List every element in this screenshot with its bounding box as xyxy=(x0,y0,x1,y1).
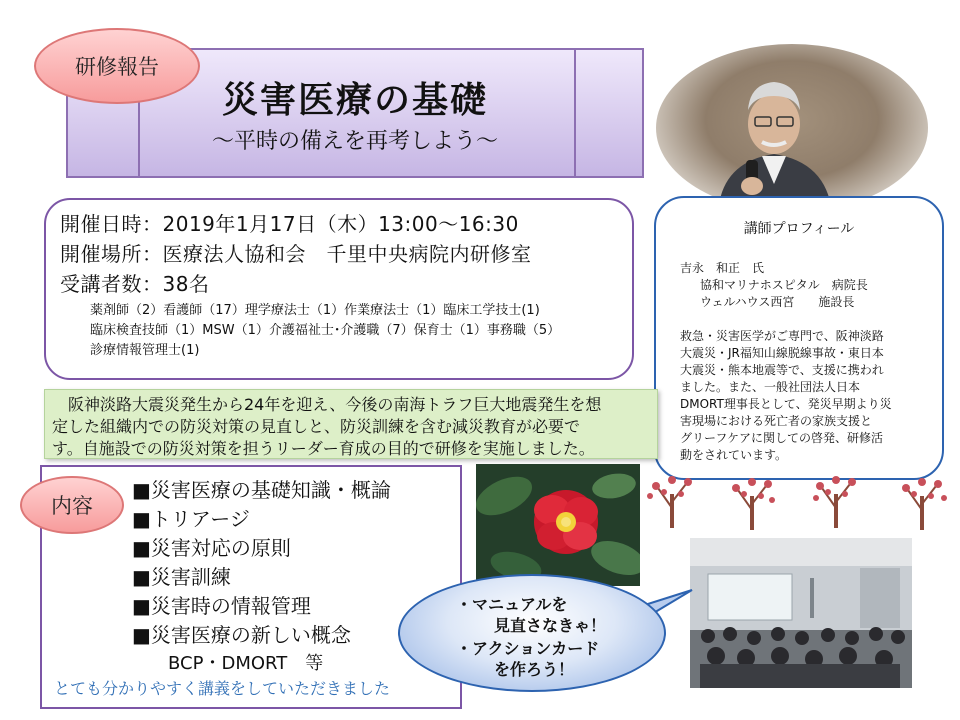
attendee-breakdown-line: 診療情報管理士(1) xyxy=(90,343,200,358)
instructor-affiliation: ウェルハウス西宮 施設長 xyxy=(700,295,855,309)
bubble-line: 見直さなきゃ！ xyxy=(494,616,607,635)
instructor-bio-line: ました。また、一般社団法人日本 xyxy=(680,380,861,394)
bubble-line: を作ろう！ xyxy=(494,660,575,679)
event-venue: 開催場所：医療法人協和会 千里中央病院内研修室 xyxy=(60,242,532,266)
feedback-note: とても分かりやすく講義をしていただきました xyxy=(54,679,391,698)
content-item: ■災害医療の基礎知識・概論 xyxy=(132,478,391,502)
page-subtitle: ～平時の備えを再考しよう～ xyxy=(211,129,498,154)
camellia-photo xyxy=(476,464,640,586)
instructor-bio-line: DMORT理事長として、発災早期より災 xyxy=(680,397,892,411)
content-item: ■災害時の情報管理 xyxy=(132,594,311,618)
content-item: ■災害医療の新しい概念 xyxy=(132,623,351,647)
content-item: ■災害対応の原則 xyxy=(132,536,291,560)
page-title: 災害医療の基礎 xyxy=(221,80,488,121)
instructor-bio-line: グリーフケアに関しての啓発、研修活 xyxy=(680,431,884,445)
bubble-line: ・マニュアルを xyxy=(456,595,568,614)
summary-line: 阪神淡路大震災発生から24年を迎え、今後の南海トラフ巨大地震発生を想 xyxy=(52,395,602,414)
content-item: ■災害訓練 xyxy=(132,565,231,589)
instructor-bio-line: 害現場における死亡者の家族支援と xyxy=(680,414,873,428)
event-datetime: 開催日時：2019年1月17日（木）13:00～16:30 xyxy=(60,212,519,236)
content-item: ■トリアージ xyxy=(132,507,250,531)
instructor-bio-line: 大震災・熊本地震等で、支援に携われ xyxy=(680,363,884,377)
heart-tree-icon xyxy=(640,472,960,536)
attendee-breakdown-line: 薬剤師（2）看護師（17）理学療法士（1）作業療法士（1）臨床工学技士(1) xyxy=(90,303,540,318)
content-badge: 内容 xyxy=(20,476,124,534)
instructor-bio-line: 救急・災害医学がご専門で、阪神淡路 xyxy=(680,329,884,343)
instructor-photo xyxy=(656,44,928,212)
instructor-bio-line: 大震災・JR福知山線脱線事故・東日本 xyxy=(680,346,884,360)
summary-line: す。自施設での防災対策を担うリーダー育成の目的で研修を実施しました。 xyxy=(52,439,595,458)
content-extra: BCP・DMORT 等 xyxy=(168,653,324,674)
instructor-bio-line: 動をされています。 xyxy=(680,448,788,462)
report-badge: 研修報告 xyxy=(34,28,200,104)
instructor-affiliation: 協和マリナホスピタル 病院長 xyxy=(700,278,868,292)
instructor-name: 吉永 和正 氏 xyxy=(680,261,765,275)
attendee-count: 受講者数：38名 xyxy=(60,272,210,296)
lecture-photo xyxy=(690,538,912,688)
summary-line: 定した組織内での防災対策の見直しと、防災訓練を含む減災教育が必要で xyxy=(52,417,581,436)
attendee-breakdown-line: 臨床検査技師（1）MSW（1）介護福祉士･介護職（7）保育士（1）事務職（5） xyxy=(90,323,561,338)
profile-title: 講師プロフィール xyxy=(743,221,855,237)
bubble-line: ・アクションカード xyxy=(456,639,600,658)
